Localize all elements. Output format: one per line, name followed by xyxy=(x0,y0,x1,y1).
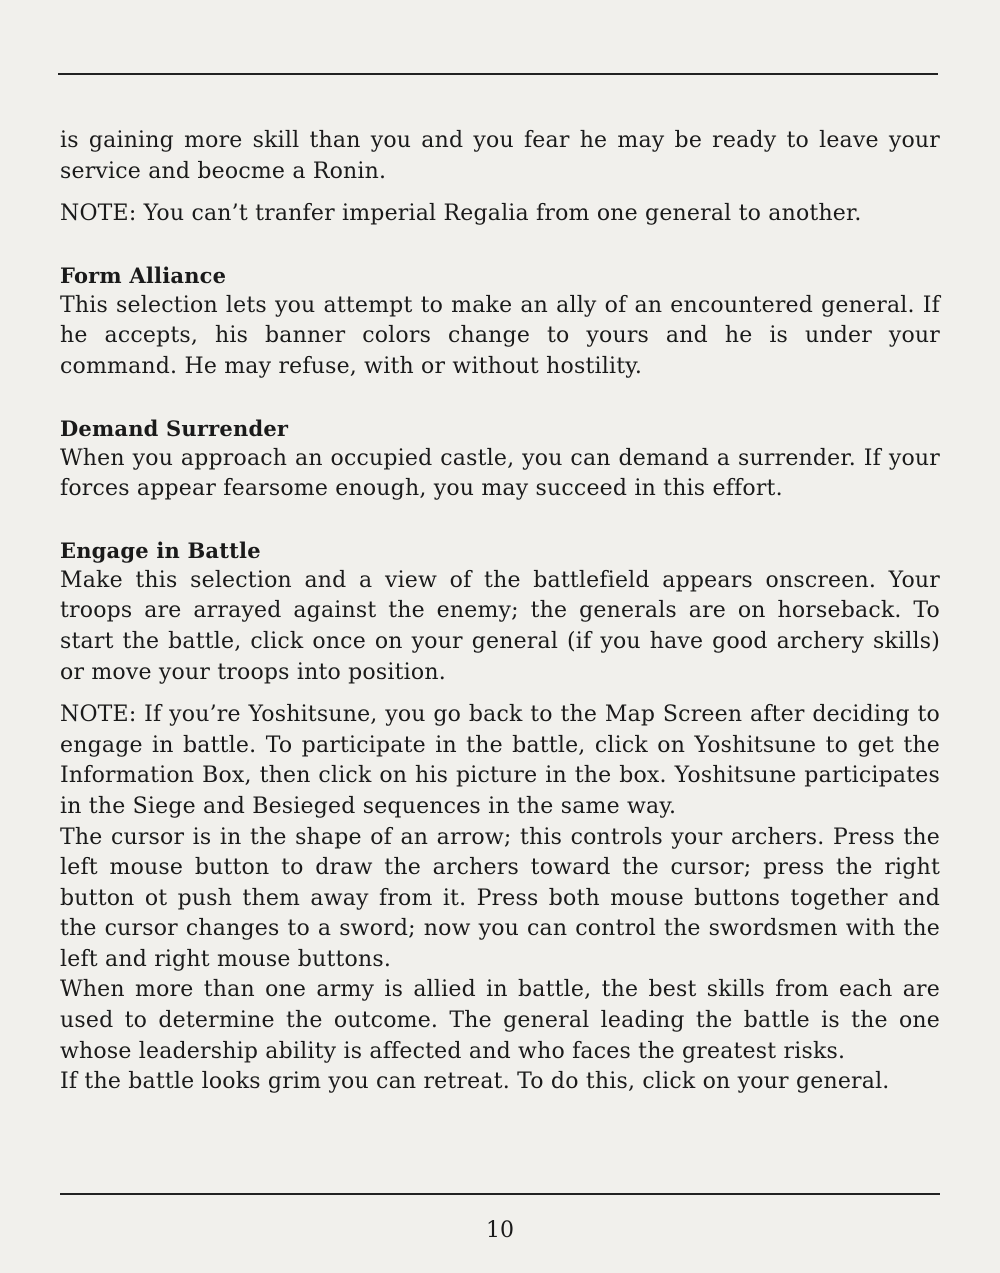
regalia-note: NOTE: You can’t tranfer imperial Regalia from one general to another. xyxy=(60,201,862,227)
retreat-text: If the battle looks grim you can retreat. To do this, click on your general. xyxy=(60,1069,890,1095)
cursor-controls-text: The cursor is in the shape of an arrow; this controls your archers. Press the left mouse button to draw the archers toward the cursor; press the right button ot push them away from it. Press both mouse buttons together and the cursor changes to a sword; now you can control the swordsmen with the left and right mouse buttons. xyxy=(60,824,940,972)
yoshitsune-note: NOTE: If you’re Yoshitsune, you go back to the Map Screen after deciding to engage in battle. To participate in the battle, click on Yoshitsune to get the Information Box, then click on his picture in the box. Yoshitsune participates in the Siege and Besieged sequences in the same way. xyxy=(60,702,940,819)
bottom-rule xyxy=(60,1193,940,1195)
form-alliance-heading: Form Alliance xyxy=(60,262,227,288)
allied-armies-text: When more than one army is allied in battle, the best skills from each are used to determine the outcome. The general leading the battle is the one whose leadership ability is affected and who faces the greatest risks. xyxy=(60,977,940,1064)
page-content xyxy=(60,126,940,1098)
top-rule xyxy=(58,73,938,75)
demand-surrender-text: When you approach an occupied castle, you can demand a surrender. If your forces appear fearsome enough, you may succeed in this effort. xyxy=(60,445,940,502)
form-alliance-text: This selection lets you attempt to make an ally of an encountered general. If he accepts, his banner colors change to yours and he is under your command. He may refuse, with or without hostility. xyxy=(60,292,940,379)
page-number: 10 xyxy=(486,1218,514,1243)
engage-battle-heading: Engage in Battle xyxy=(60,537,261,563)
intro-paragraph: is gaining more skill than you and you fear he may be ready to leave your service and beocme a Ronin. xyxy=(60,128,940,184)
demand-surrender-heading: Demand Surrender xyxy=(60,415,289,441)
engage-battle-text: Make this selection and a view of the battlefield appears onscreen. Your troops are arrayed against the enemy; the generals are on horseback. To start the battle, click once on your general (if you have good archery skills) or move your troops into position. xyxy=(60,567,940,685)
